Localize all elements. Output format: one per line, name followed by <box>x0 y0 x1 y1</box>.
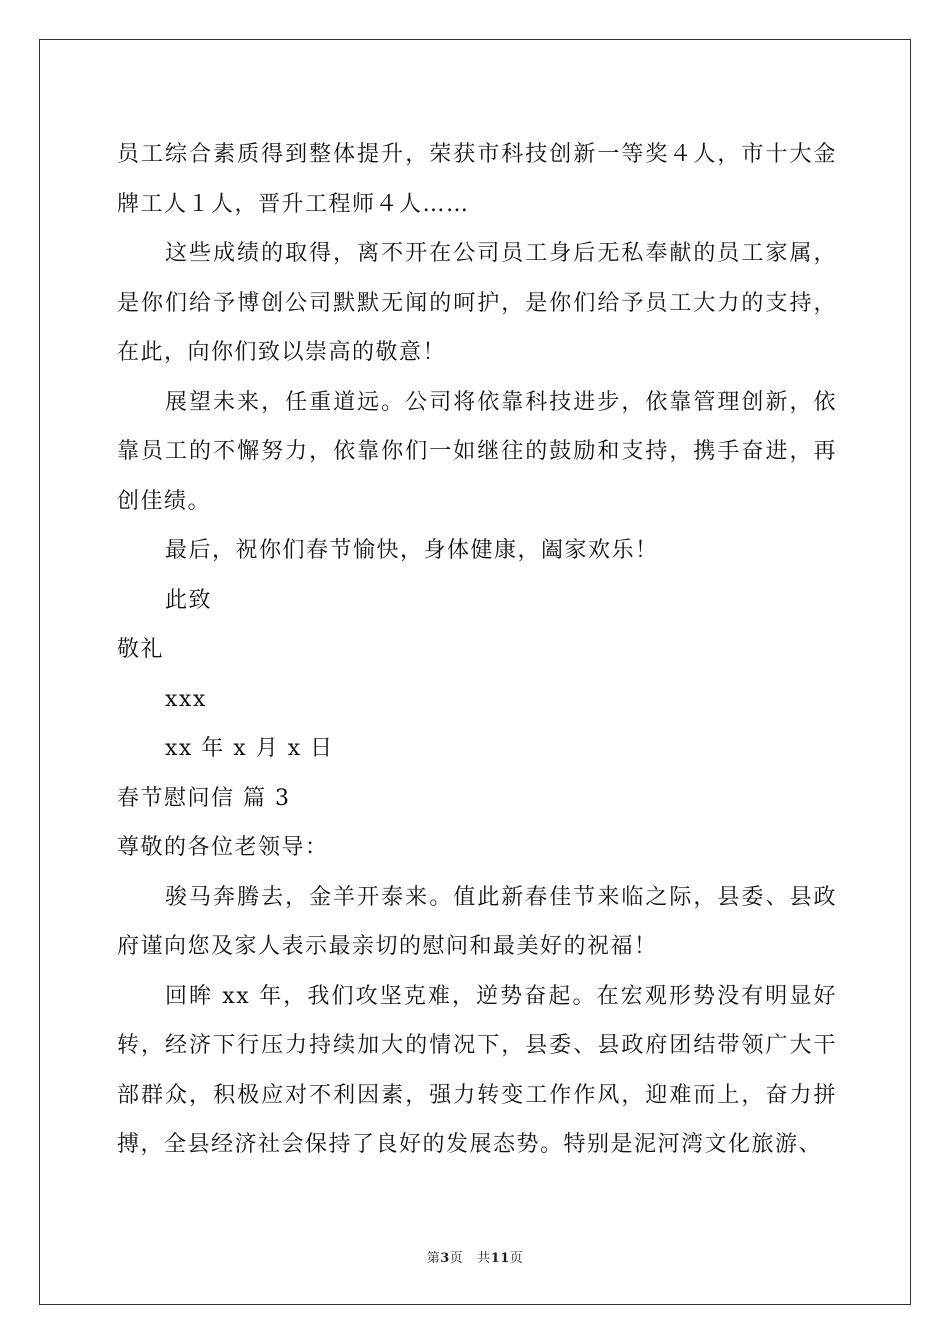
page-suffix: 页 <box>449 1251 464 1266</box>
paragraph-1: 员工综合素质得到整体提升，荣获市科技创新一等奖４人，市十大金牌工人１人，晋升工程师４人…… <box>117 142 837 217</box>
closing-salutation: 此致 <box>165 587 213 613</box>
total-prefix: 共 <box>477 1251 491 1266</box>
paragraph-2: 这些成绩的取得，离不开在公司员工身后无私奉献的员工家属，是你们给予博创公司默默无闻的呵护，是你们给予员工大力的支持，在此，向你们致以崇高的敬意！ <box>117 241 837 365</box>
paragraph-5: 骏马奔腾去，金羊开泰来。值此新春佳节来临之际，县委、县政府谨向您及家人表示最亲切的慰问和最美好的祝福！ <box>117 884 837 959</box>
section-heading: 春节慰问信 篇 3 <box>117 785 291 811</box>
current-page-number: 3 <box>440 1251 450 1266</box>
signature: xxx <box>165 686 207 712</box>
document-body <box>117 130 837 1170</box>
paragraph-3: 展望未来，任重道远。公司将依靠科技进步，依靠管理创新，依靠员工的不懈努力，依靠你们一如继往的鼓励和支持，携手奋进，再创佳绩。 <box>117 389 837 514</box>
page-footer <box>0 1247 950 1266</box>
paragraph-4: 最后，祝你们春节愉快，身体健康，阖家欢乐！ <box>165 538 659 563</box>
closing-respect: 敬礼 <box>117 637 165 662</box>
letter-greeting: 尊敬的各位老领导： <box>117 835 329 860</box>
total-pages-number: 11 <box>490 1251 510 1266</box>
page-prefix: 第 <box>426 1251 441 1266</box>
letter-date: xx 年 x 月 x 日 <box>165 736 334 761</box>
paragraph-6: 回眸 xx 年，我们攻坚克难，逆势奋起。在宏观形势没有明显好转，经济下行压力持续加大的情况下，县委、县政府团结带领广大干部群众，积极应对不利因素，强力转变工作作风，迎难而上，奋力拼搏，全县经济社会保持了良好的发展态势。特别是泥河湾文化旅游、 <box>117 983 837 1157</box>
total-suffix: 页 <box>509 1251 524 1266</box>
